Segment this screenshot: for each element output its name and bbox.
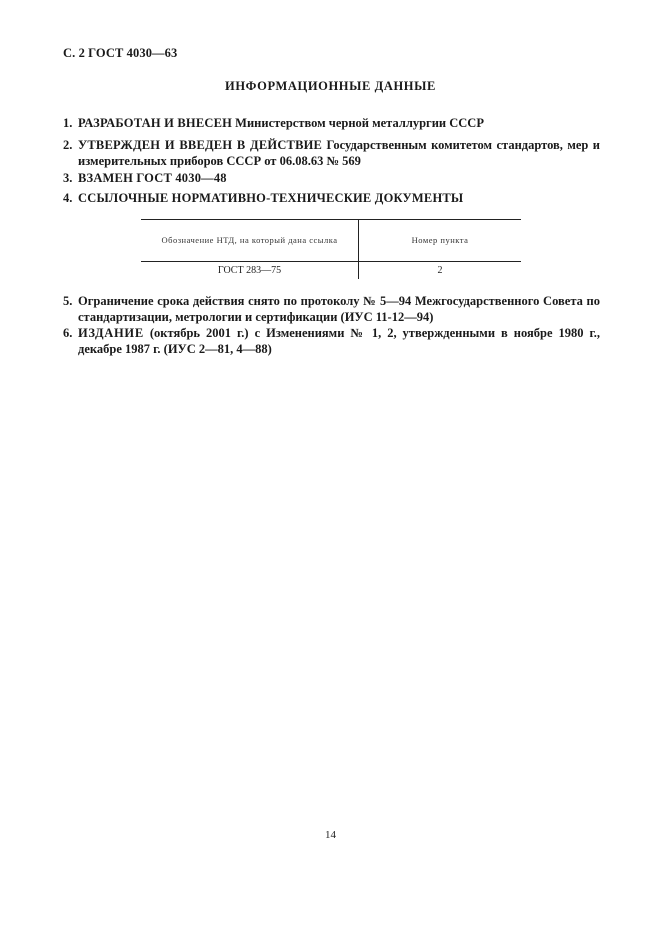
info-item-4: [63, 190, 600, 206]
item-number: 2.: [63, 138, 73, 152]
item-text: Ограничение срока действия снято по протоколу № 5—94 Межгосударственного Совета по стандартизации, метрологии и сертификации (ИУС 11-12—94): [78, 294, 600, 324]
cell-clause-number: 2: [437, 265, 443, 276]
header-clause-number: Номер пункта: [411, 235, 469, 245]
item-lead: ССЫЛОЧНЫЕ НОРМАТИВНО-ТЕХНИЧЕСКИЕ ДОКУМЕНТЫ: [78, 191, 464, 205]
info-item-3: [63, 170, 600, 186]
info-item-1: [63, 115, 600, 131]
info-item-5: [63, 293, 600, 325]
item-lead: УТВЕРЖДЕН И ВВЕДЕН В ДЕЙСТВИЕ: [78, 138, 323, 152]
item-number: 6.: [63, 326, 73, 340]
cell-document-designation: ГОСТ 283—75: [141, 262, 359, 280]
item-lead: ИЗДАНИЕ: [78, 326, 144, 340]
info-item-2: [63, 137, 600, 169]
item-number: 5.: [63, 294, 73, 308]
section-title: ИНФОРМАЦИОННЫЕ ДАННЫЕ: [225, 79, 436, 93]
item-text: Министерством черной металлургии СССР: [232, 116, 484, 130]
info-item-6: [63, 325, 600, 357]
running-header: С. 2 ГОСТ 4030—63: [63, 46, 178, 60]
item-number: 4.: [63, 191, 73, 205]
item-lead: ВЗАМЕН ГОСТ 4030—48: [78, 171, 227, 185]
item-number: 1.: [63, 116, 73, 130]
item-number: 3.: [63, 171, 73, 185]
table-row: [141, 262, 521, 280]
item-text: (октябрь 2001 г.) с Изменениями № 1, 2, утвержденными в ноябре 1980 г., декабре 1987 г. (ИУС 2—81, 4—88): [78, 326, 600, 356]
page-number: 14: [325, 829, 336, 841]
header-document-designation: Обозначение НТД, на который дана ссылка: [141, 220, 359, 262]
item-lead: РАЗРАБОТАН И ВНЕСЕН: [78, 116, 233, 130]
item-text: Государственным комитетом стандартов, мер и измерительных приборов СССР от 06.08.63 № 569: [78, 138, 601, 168]
reference-documents-table: [141, 219, 521, 279]
table-header-row: [141, 220, 521, 262]
